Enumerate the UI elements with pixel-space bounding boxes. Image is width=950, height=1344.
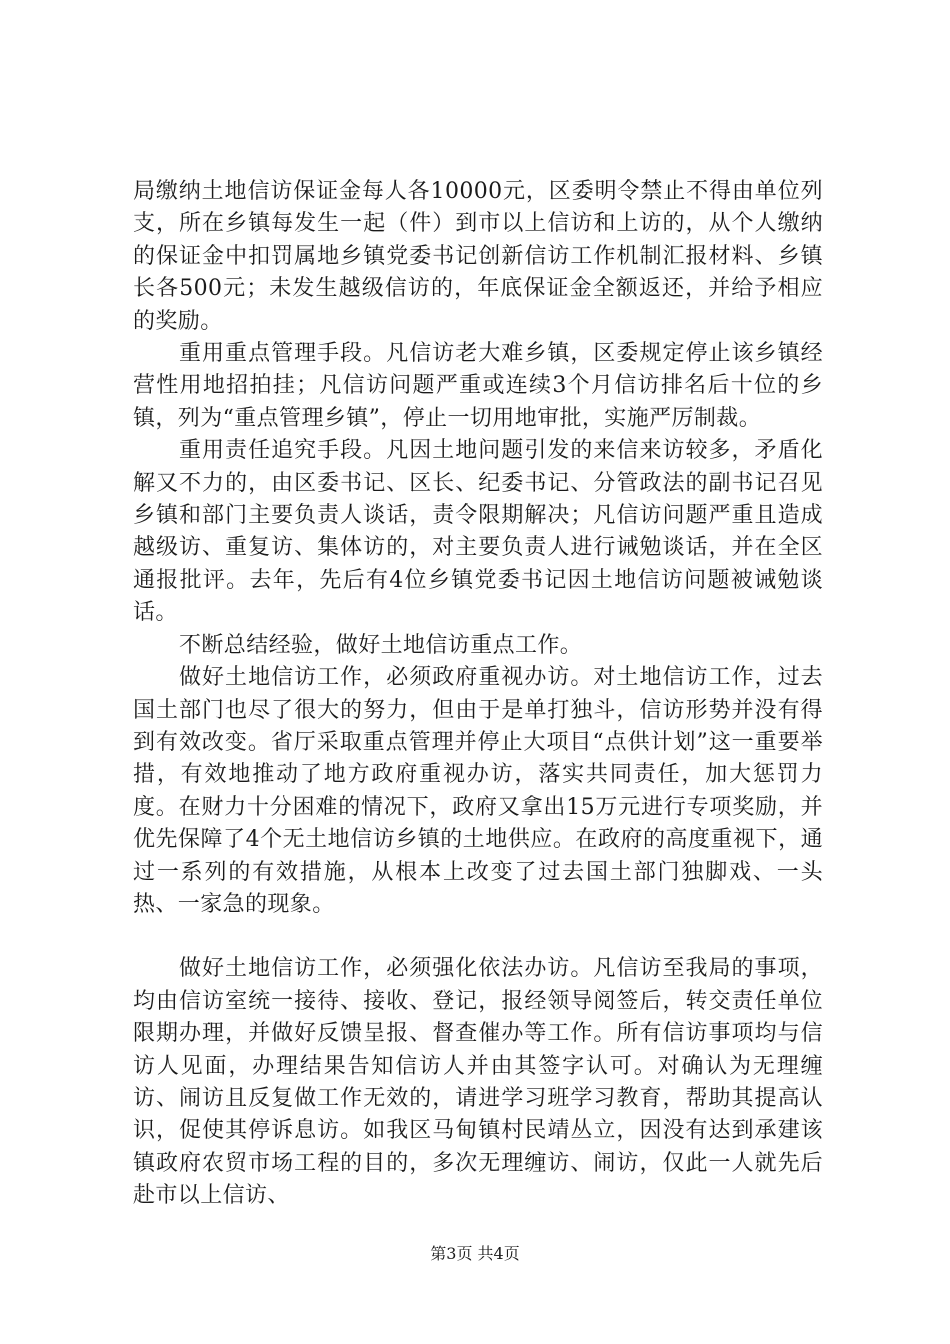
paragraph-government-attention: 做好土地信访工作，必须政府重视办访。对土地信访工作，过去国土部门也尽了很大的努力，但由于是单打独斗，信访形势并没有得到有效改变。省厅采取重点管理并停止大项目“点供计划”这一重要举措，有效地推动了地方政府重视办访，落实共同责任，加大惩罚力度。在财力十分困难的情况下，政府又拿出15万元进行专项奖励，并优先保障了4个无土地信访乡镇的土地供应。在政府的高度重视下，通过一系列的有效措施，从根本上改变了过去国土部门独脚戏、一头热、一家急的现象。	[133, 665, 823, 917]
document-body	[133, 176, 823, 1213]
page-footer	[0, 1243, 950, 1265]
paragraph-lawful-handling: 做好土地信访工作，必须强化依法办访。凡信访至我局的事项，均由信访室统一接待、接收、登记，报经领导阅签后，转交责任单位限期办理，并做好反馈呈报、督查催办等工作。所有信访事项均与信访人见面，办理结果告知信访人并由其签字认可。对确认为无理缠访、闹访且反复做工作无效的，请进学习班学习教育，帮助其提高认识，促使其停诉息访。如我区马甸镇村民靖丛立，因没有达到承建该镇政府农贸市场工程的目的，多次无理缠访、闹访，仅此一人就先后赴市以上信访、	[133, 956, 823, 1209]
page-number-label: 第3页 共4页	[430, 1244, 520, 1263]
paragraph-deposit-rules: 局缴纳土地信访保证金每人各10000元，区委明令禁止不得由单位列支，所在乡镇每发生一起（件）到市以上信访和上访的，从个人缴纳的保证金中扣罚属地乡镇党委书记创新信访工作机制汇报材料、乡镇长各500元；未发生越级信访的，年底保证金全额返还，并给予相应的奖励。	[133, 179, 823, 334]
section-heading-summary: 不断总结经验，做好土地信访重点工作。	[179, 632, 583, 658]
paragraph-key-management: 重用重点管理手段。凡信访老大难乡镇，区委规定停止该乡镇经营性用地招拍挂；凡信访问题严重或连续3个月信访排名后十位的乡镇，列为“重点管理乡镇”，停止一切用地审批，实施严厉制裁。	[133, 341, 823, 431]
paragraph-accountability: 重用责任追究手段。凡因土地问题引发的来信来访较多，矛盾化解又不力的，由区委书记、区长、纪委书记、分管政法的副书记召见乡镇和部门主要负责人谈话，责令限期解决；凡信访问题严重且造成越级访、重复访、集体访的，对主要负责人进行诫勉谈话，并在全区通报批评。去年，先后有4位乡镇党委书记因土地信访问题被诫勉谈话。	[133, 438, 823, 626]
